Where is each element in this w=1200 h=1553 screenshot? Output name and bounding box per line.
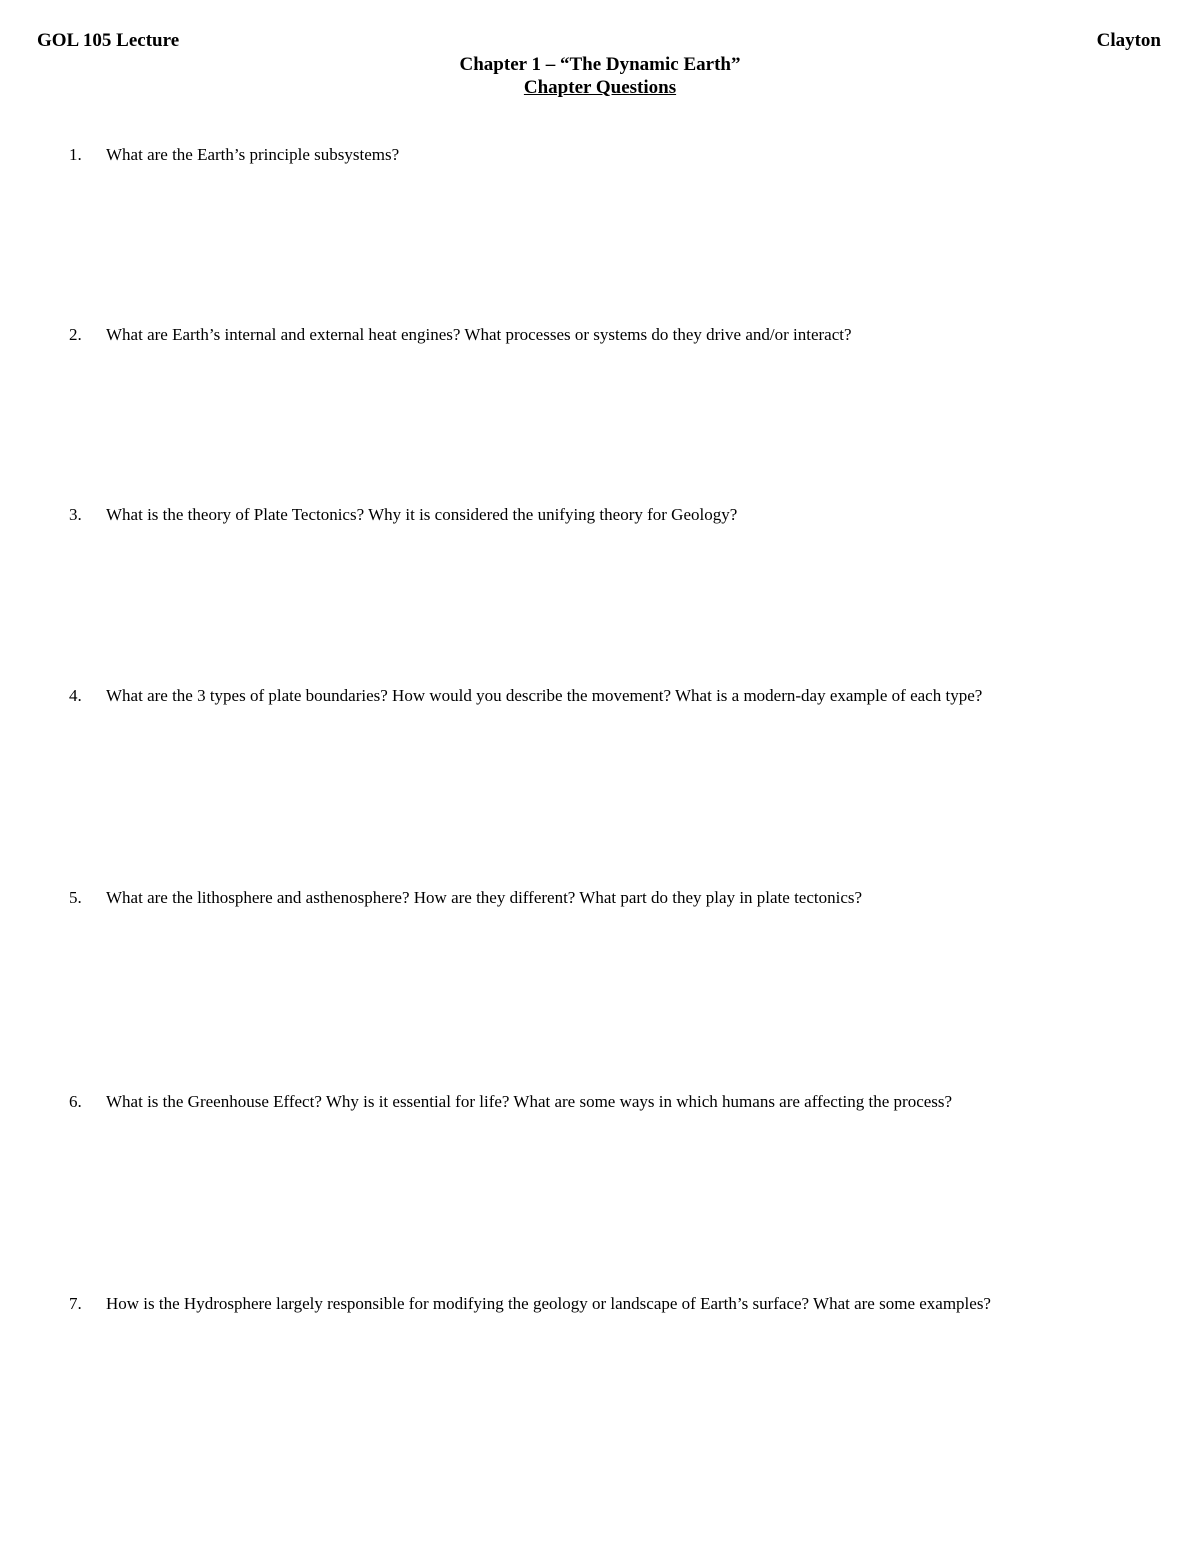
- question-number: 4.: [69, 686, 82, 705]
- course-name: GOL 105 Lecture: [37, 30, 180, 51]
- title-block: [0, 53, 1200, 99]
- question-text: What are the 3 types of plate boundaries? How would you describe the movement? What is a modern-day example of each type?: [106, 686, 983, 705]
- question-number: 5.: [69, 888, 82, 907]
- question-text: How is the Hydrosphere largely responsible for modifying the geology or landscape of Earth’s surface? What are some examples?: [106, 1294, 991, 1313]
- question-number: 3.: [69, 505, 82, 524]
- question-text: What is the theory of Plate Tectonics? Why it is considered the unifying theory for Geology?: [106, 505, 738, 524]
- chapter-subtitle: Chapter Questions: [523, 77, 677, 98]
- question-text: What is the Greenhouse Effect? Why is it essential for life? What are some ways in which humans are affecting the process?: [106, 1092, 953, 1111]
- question-number: 6.: [69, 1092, 82, 1111]
- question-text: What are the Earth’s principle subsystems?: [106, 145, 400, 164]
- chapter-title: Chapter 1 – “The Dynamic Earth”: [459, 54, 741, 75]
- question-number: 2.: [69, 325, 82, 344]
- question-number: 7.: [69, 1294, 82, 1313]
- question-text: What are Earth’s internal and external heat engines? What processes or systems do they drive and/or interact?: [106, 325, 852, 344]
- question-number: 1.: [69, 145, 82, 164]
- question-text: What are the lithosphere and asthenosphere? How are they different? What part do they play in plate tectonics?: [106, 888, 863, 907]
- instructor-name: Clayton: [1096, 30, 1161, 51]
